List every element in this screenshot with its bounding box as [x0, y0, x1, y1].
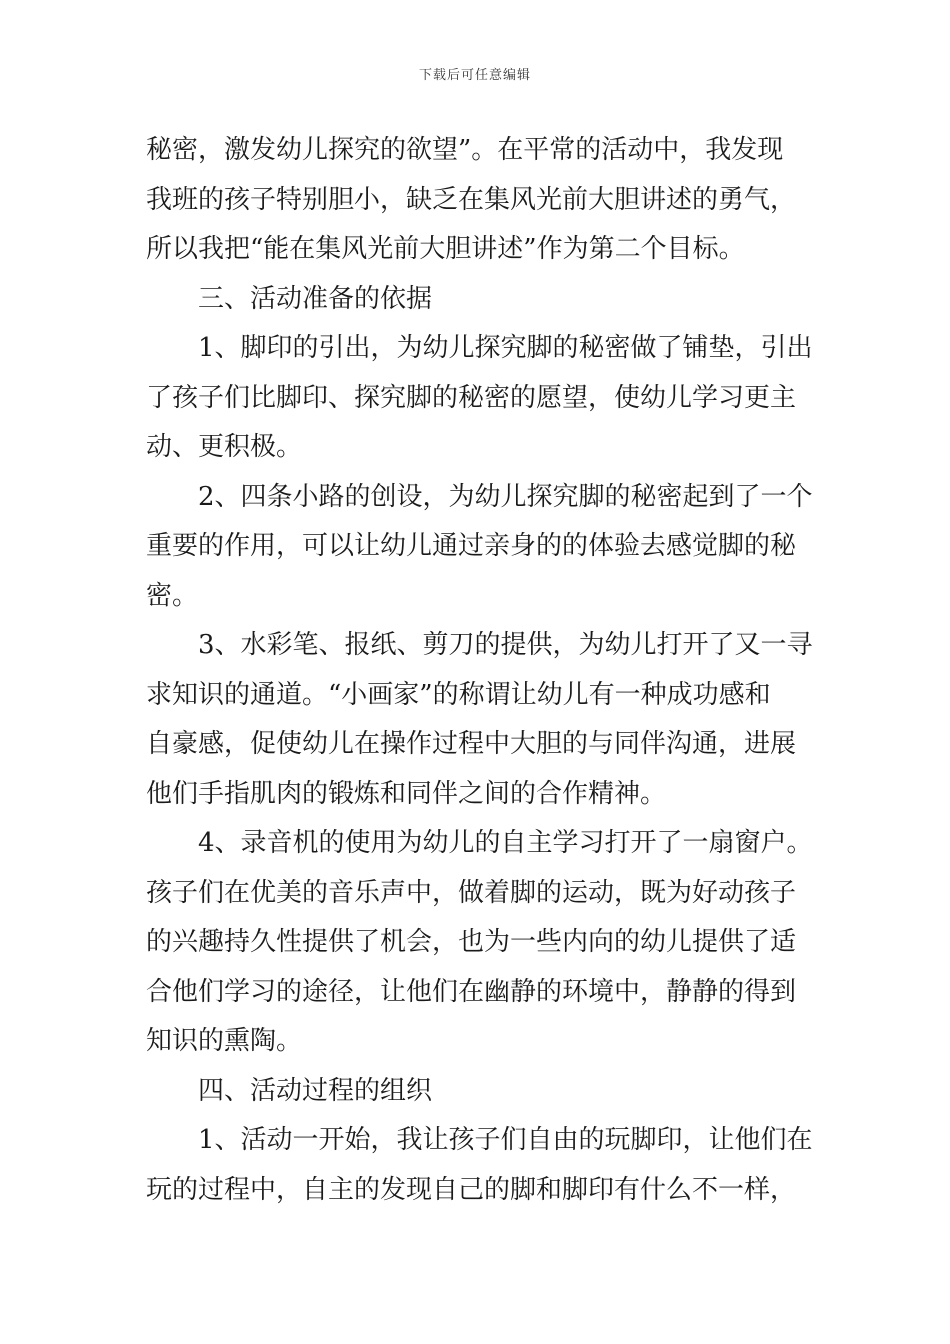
text-line: 我班的孩子特别胆小，缺乏在集风光前大胆讲述的勇气，	[146, 184, 797, 215]
text-line: 密。	[146, 580, 199, 611]
document-body	[146, 126, 813, 1215]
text-line: 求知识的通道。“小画家”的称谓让幼儿有一种成功感和	[146, 679, 771, 710]
text-line: 1、脚印的引出，为幼儿探究脚的秘密做了铺垫，引出	[198, 333, 813, 363]
text-line: 重要的作用，可以让幼儿通过亲身的的体验去感觉脚的秘	[146, 531, 797, 561]
text-line: 3、水彩笔、报纸、剪刀的提供，为幼儿打开了又一寻	[198, 630, 813, 660]
text-line: 的兴趣持久性提供了机会，也为一些内向的幼儿提供了适	[146, 927, 797, 957]
text-line: 知识的熏陶。	[146, 1026, 303, 1056]
text-line: 4、录音机的使用为幼儿的自主学习打开了一扇窗户。	[198, 828, 813, 858]
text-line: 秘密，激发幼儿探究的欲望”。在平常的活动中，我发现	[146, 135, 784, 165]
text-line: 了孩子们比脚印、探究脚的秘密的愿望，使幼儿学习更主	[146, 382, 797, 413]
text-line: 动、更积极。	[146, 432, 303, 462]
text-line: 孩子们在优美的音乐声中，做着脚的运动，既为好动孩子	[146, 877, 797, 908]
section-heading: 三、活动准备的依据	[198, 283, 433, 314]
section-heading: 四、活动过程的组织	[198, 1075, 433, 1106]
page-header: 下载后可任意编辑	[418, 68, 531, 83]
text-line: 他们手指肌肉的锻炼和同伴之间的合作精神。	[146, 778, 667, 809]
text-line: 玩的过程中，自主的发现自己的脚和脚印有什么不一样，	[146, 1174, 797, 1205]
text-line: 2、四条小路的创设，为幼儿探究脚的秘密起到了一个	[198, 481, 813, 512]
text-line: 自豪感，促使幼儿在操作过程中大胆的与同伴沟通，进展	[146, 729, 797, 759]
text-line: 所以我把“能在集风光前大胆讲述”作为第二个目标。	[146, 234, 745, 264]
text-line: 合他们学习的途径，让他们在幽静的环境中，静静的得到	[146, 976, 797, 1007]
text-line: 1、活动一开始，我让孩子们自由的玩脚印，让他们在	[198, 1125, 813, 1155]
